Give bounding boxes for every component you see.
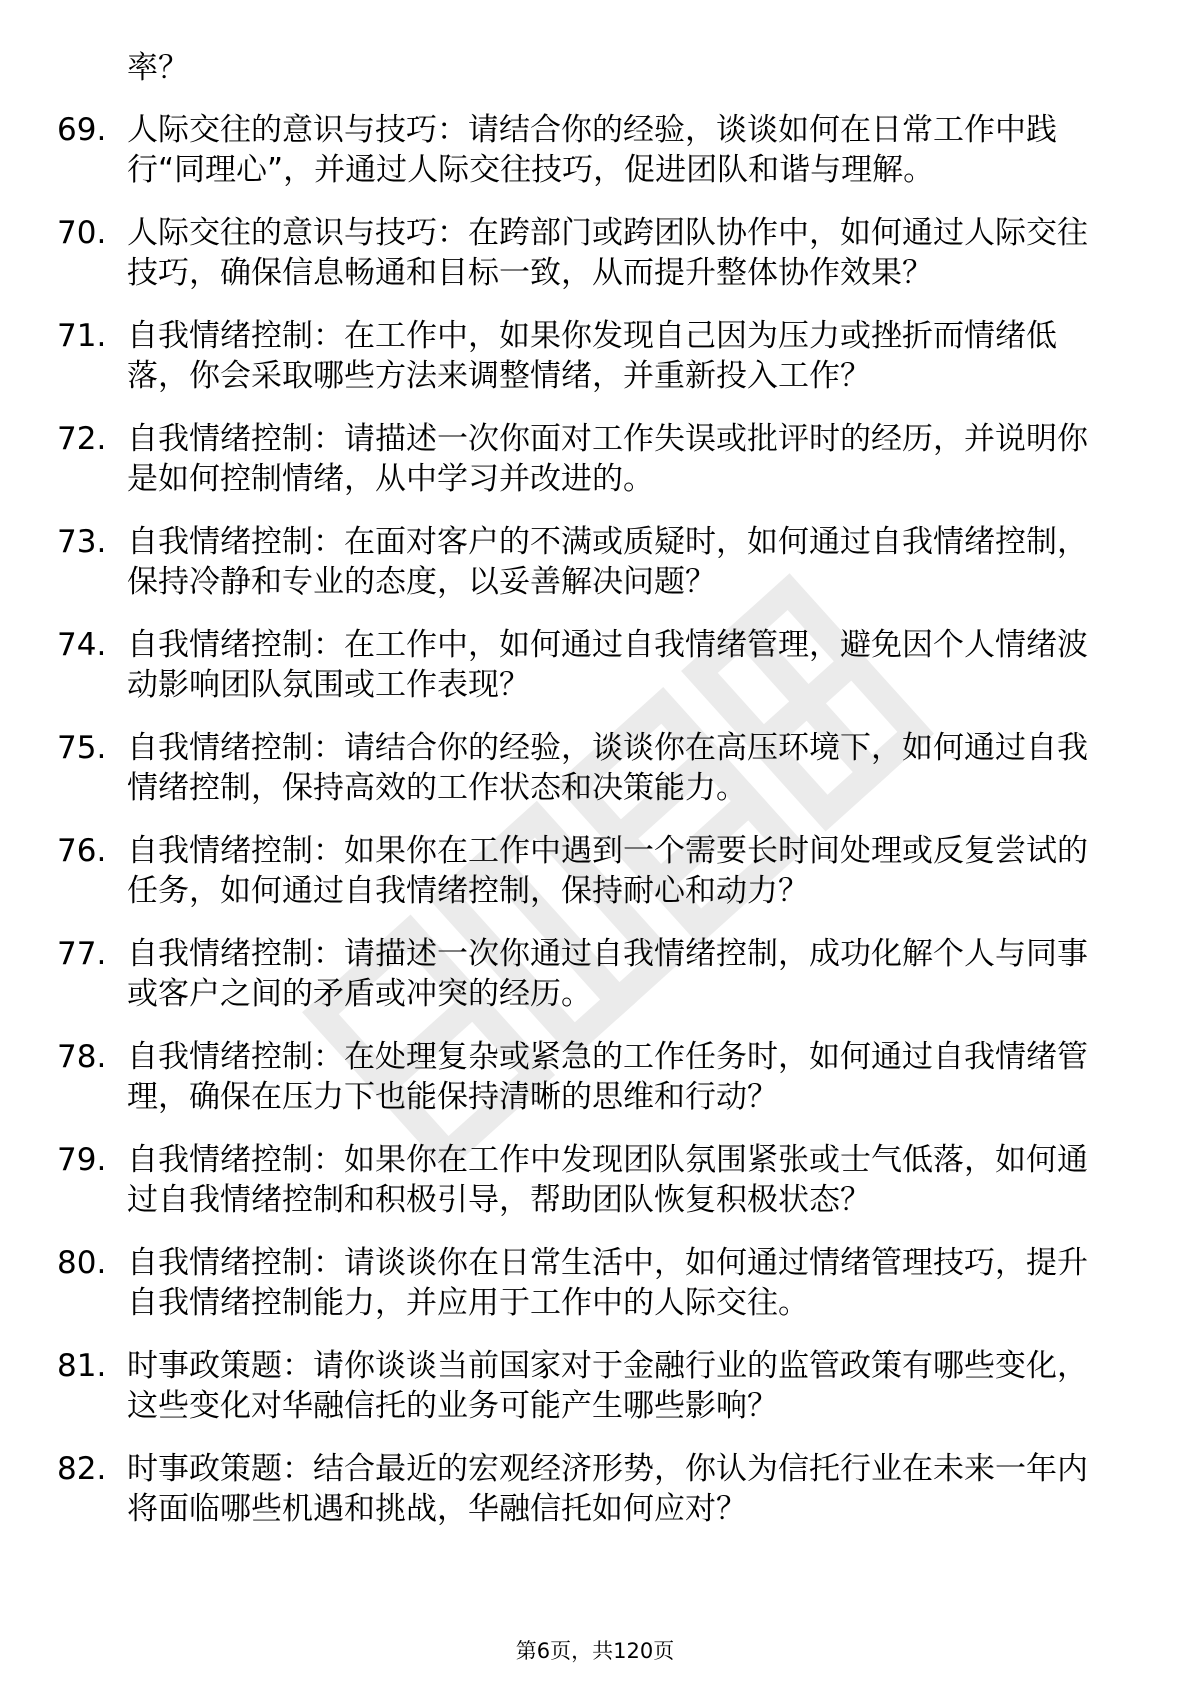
list-item (0, 522, 1117, 602)
list-item (0, 1449, 1117, 1529)
list-item (0, 934, 1117, 1014)
question-number: 79. (57, 1142, 107, 1178)
list-item (0, 728, 1117, 808)
question-text: 自我情绪控制：如果你在工作中遇到一个需要长时间处理或反复尝试的任务，如何通过自我情绪控制，保持耐心和动力？ (127, 833, 1088, 909)
question-text: 自我情绪控制：请谈谈你在日常生活中，如何通过情绪管理技巧，提升自我情绪控制能力，并应用于工作中的人际交往。 (127, 1245, 1088, 1321)
question-number: 77. (57, 936, 107, 972)
page-footer: 第6页，共120页 (515, 1639, 675, 1663)
list-item (0, 316, 1117, 396)
list-item (0, 1243, 1117, 1323)
question-text: 自我情绪控制：在处理复杂或紧急的工作任务时，如何通过自我情绪管理，确保在压力下也能保持清晰的思维和行动？ (127, 1039, 1088, 1115)
question-number: 72. (57, 421, 107, 457)
list-item (0, 1140, 1117, 1220)
question-text: 时事政策题：结合最近的宏观经济形势，你认为信托行业在未来一年内将面临哪些机遇和挑战，华融信托如何应对？ (127, 1451, 1088, 1527)
question-list (0, 110, 1190, 1552)
list-item (0, 419, 1117, 499)
question-number: 82. (57, 1451, 107, 1487)
question-text: 人际交往的意识与技巧：请结合你的经验，谈谈如何在日常工作中践行“同理心”，并通过人际交往技巧，促进团队和谐与理解。 (127, 112, 1057, 188)
list-item (0, 1346, 1117, 1426)
question-number: 80. (57, 1245, 107, 1281)
question-text: 自我情绪控制：如果你在工作中发现团队氛围紧张或士气低落，如何通过自我情绪控制和积极引导，帮助团队恢复积极状态？ (127, 1142, 1088, 1218)
question-number: 74. (57, 627, 107, 663)
continuation-text: 率？ (127, 50, 189, 86)
list-item (0, 625, 1117, 705)
question-text: 自我情绪控制：在工作中，如果你发现自己因为压力或挫折而情绪低落，你会采取哪些方法来调整情绪，并重新投入工作？ (127, 318, 1057, 394)
question-number: 70. (57, 215, 107, 251)
question-text: 时事政策题：请你谈谈当前国家对于金融行业的监管政策有哪些变化，这些变化对华融信托的业务可能产生哪些影响？ (127, 1348, 1088, 1424)
question-number: 73. (57, 524, 107, 560)
list-item (0, 831, 1117, 911)
question-number: 75. (57, 730, 107, 766)
question-number: 81. (57, 1348, 107, 1384)
question-number: 78. (57, 1039, 107, 1075)
question-number: 76. (57, 833, 107, 869)
list-item (0, 213, 1117, 293)
question-text: 自我情绪控制：在面对客户的不满或质疑时，如何通过自我情绪控制，保持冷静和专业的态度，以妥善解决问题？ (127, 524, 1088, 600)
list-item (0, 110, 1117, 190)
question-text: 自我情绪控制：请描述一次你面对工作失误或批评时的经历，并说明你是如何控制情绪，从中学习并改进的。 (127, 421, 1088, 497)
question-text: 自我情绪控制：在工作中，如何通过自我情绪管理，避免因个人情绪波动影响团队氛围或工作表现？ (127, 627, 1088, 703)
question-text: 自我情绪控制：请结合你的经验，谈谈你在高压环境下，如何通过自我情绪控制，保持高效的工作状态和决策能力。 (127, 730, 1088, 806)
list-item (0, 1037, 1117, 1117)
question-number: 71. (57, 318, 107, 354)
question-number: 69. (57, 112, 107, 148)
question-text: 人际交往的意识与技巧：在跨部门或跨团队协作中，如何通过人际交往技巧，确保信息畅通和目标一致，从而提升整体协作效果？ (127, 215, 1088, 291)
question-text: 自我情绪控制：请描述一次你通过自我情绪控制，成功化解个人与同事或客户之间的矛盾或冲突的经历。 (127, 936, 1088, 1012)
